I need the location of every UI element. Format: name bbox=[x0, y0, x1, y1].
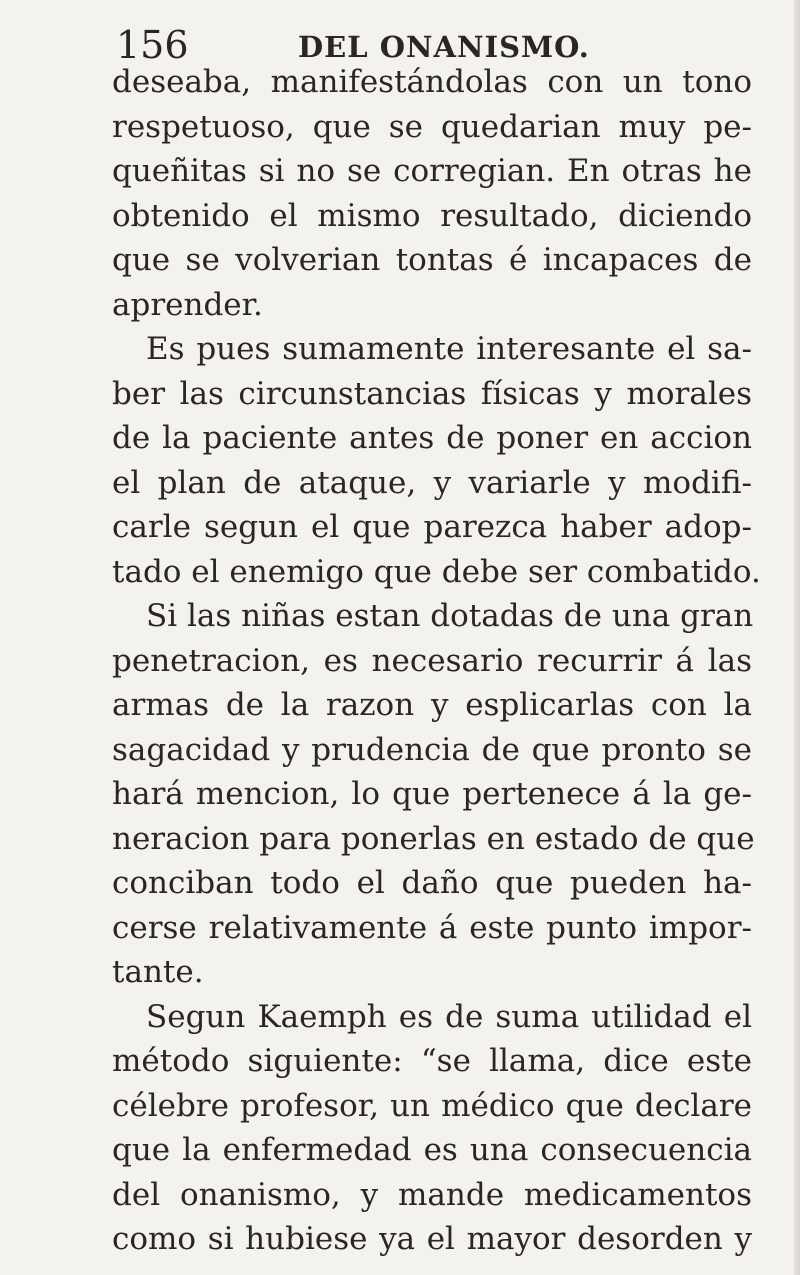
text-line: Si las niñas estan dotadas de una gran bbox=[146, 598, 754, 634]
text-line: sagacidad y prudencia de que pronto se bbox=[112, 731, 752, 768]
text-line: respetuoso, que se quedarian muy pe- bbox=[112, 108, 752, 145]
text-line: ber las circunstancias físicas y morales bbox=[112, 375, 752, 412]
body-text bbox=[112, 60, 761, 1262]
text-line: penetracion, es necesario recurrir á las bbox=[112, 642, 752, 679]
text-line: deseaba, manifestándolas con un tono bbox=[112, 64, 752, 100]
text-line: tado el enemigo que debe ser combatido. bbox=[112, 553, 761, 590]
text-line: célebre profesor, un médico que declare bbox=[112, 1087, 752, 1124]
page-edge bbox=[794, 0, 800, 1275]
text-line: el plan de ataque, y variarle y modifi- bbox=[112, 464, 752, 501]
text-line: Segun Kaemph es de suma utilidad el bbox=[146, 998, 752, 1035]
text-line: que la enfermedad es una consecuencia bbox=[112, 1132, 752, 1168]
text-line: que se volverian tontas é incapaces de bbox=[112, 242, 752, 278]
text-line: queñitas si no se corregian. En otras he bbox=[112, 153, 752, 189]
text-line: tante. bbox=[112, 954, 204, 990]
text-line: conciban todo el daño que pueden ha- bbox=[112, 865, 752, 901]
text-line: neracion para ponerlas en estado de que bbox=[112, 820, 755, 857]
text-line: método siguiente: “se llama, dice este bbox=[112, 1043, 752, 1079]
text-line: de la paciente antes de poner en accion bbox=[112, 420, 752, 456]
text-line: como si hubiese ya el mayor desorden y bbox=[112, 1221, 752, 1257]
text-line: carle segun el que parezca haber adop- bbox=[112, 509, 752, 545]
text-line: Es pues sumamente interesante el sa- bbox=[146, 331, 752, 367]
text-line: aprender. bbox=[112, 286, 263, 323]
text-line: cerse relativamente á este punto impor- bbox=[112, 909, 752, 946]
page-number: 156 bbox=[116, 23, 189, 67]
text-line: hará mencion, lo que pertenece á la ge- bbox=[112, 776, 752, 812]
text-line: del onanismo, y mande medicamentos bbox=[112, 1176, 752, 1213]
text-line: armas de la razon y esplicarlas con la bbox=[112, 687, 752, 723]
text-line: obtenido el mismo resultado, diciendo bbox=[112, 197, 752, 234]
running-head: DEL ONANISMO. bbox=[298, 30, 590, 64]
